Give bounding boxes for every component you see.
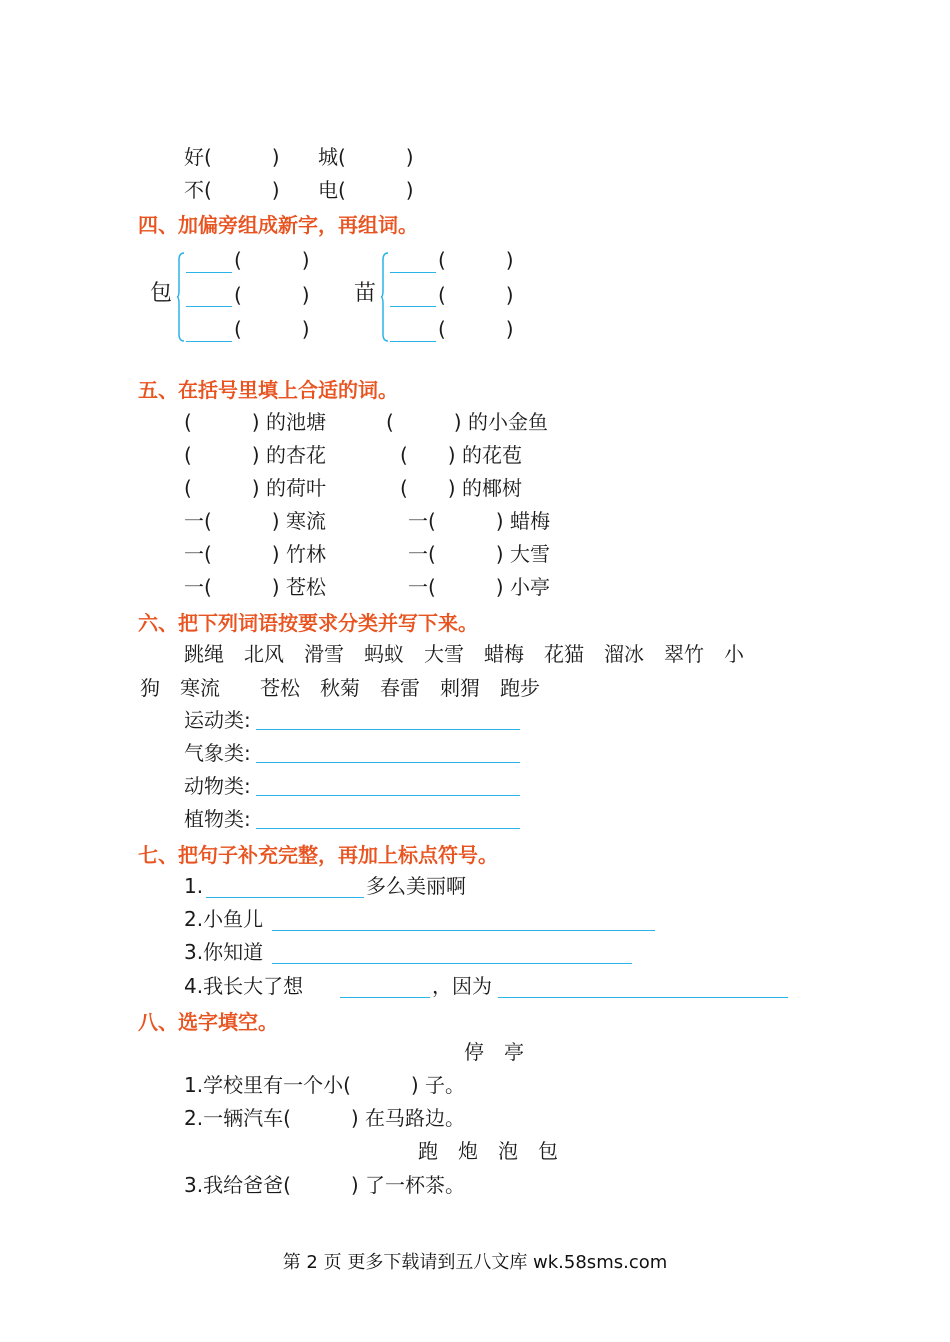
sentence-2-blank[interactable] bbox=[272, 930, 655, 931]
word-list-line-1: 跳绳 北风 滑雪 蚂蚁 大雪 蜡梅 花猫 溜冰 翠竹 小 bbox=[184, 642, 744, 666]
blank-bao-3[interactable] bbox=[186, 341, 232, 342]
blank-miao-2[interactable] bbox=[390, 306, 436, 307]
sentence-1-tail: 多么美丽啊 bbox=[366, 874, 466, 898]
char-bu: 不( ) bbox=[184, 178, 280, 202]
question-2: 2.一辆汽车( ) 在马路边。 bbox=[184, 1106, 466, 1130]
fill-row-1-right: ( ) 的小金鱼 bbox=[386, 410, 548, 434]
word-list-line-2: 狗 寒流 苍松 秋菊 春雷 刺猬 跑步 bbox=[140, 676, 540, 700]
paren-miao-3: ( ) bbox=[438, 317, 514, 341]
fill-row-3-left: ( ) 的荷叶 bbox=[184, 476, 326, 500]
section6-title: 六、把下列词语按要求分类并写下来。 bbox=[138, 611, 478, 635]
answer-line-plants[interactable] bbox=[256, 828, 520, 829]
paren-miao-1: ( ) bbox=[438, 248, 514, 272]
section4-title: 四、加偏旁组成新字，再组词。 bbox=[138, 213, 418, 237]
char-cheng: 城( ) bbox=[318, 145, 414, 169]
answer-line-animals[interactable] bbox=[256, 795, 520, 796]
blank-miao-3[interactable] bbox=[390, 341, 436, 342]
sentence-4-blank-a[interactable] bbox=[340, 997, 430, 998]
char-hao: 好( ) bbox=[184, 145, 280, 169]
paren-miao-2: ( ) bbox=[438, 283, 514, 307]
sentence-2: 2.小鱼儿 bbox=[184, 907, 264, 931]
fill-row-2-right: ( ) 的花苞 bbox=[400, 443, 522, 467]
question-3: 3.我给爸爸( ) 了一杯茶。 bbox=[184, 1173, 466, 1197]
fill-row-6-left: 一( ) 苍松 bbox=[184, 575, 326, 599]
sentence-3: 3.你知道 bbox=[184, 940, 264, 964]
paren-bao-1: ( ) bbox=[234, 248, 310, 272]
choice-set-1: 停 亭 bbox=[464, 1040, 524, 1064]
sentence-1-number: 1. bbox=[184, 874, 204, 898]
blank-bao-2[interactable] bbox=[186, 306, 232, 307]
category-label-sports: 运动类: bbox=[184, 708, 251, 732]
blank-bao-1[interactable] bbox=[186, 272, 232, 273]
section7-title: 七、把句子补充完整，再加上标点符号。 bbox=[138, 843, 498, 867]
sentence-1-blank[interactable] bbox=[206, 897, 364, 898]
blank-miao-1[interactable] bbox=[390, 272, 436, 273]
sentence-4-part-a: 4.我长大了想 bbox=[184, 974, 304, 998]
section5-title: 五、在括号里填上合适的词。 bbox=[138, 378, 398, 402]
left-brace-1 bbox=[177, 252, 185, 342]
category-label-plants: 植物类: bbox=[184, 807, 251, 831]
question-1: 1.学校里有一个小( ) 子。 bbox=[184, 1073, 466, 1097]
radical-char-miao: 苗 bbox=[354, 281, 377, 306]
sentence-3-blank[interactable] bbox=[272, 963, 632, 964]
category-label-weather: 气象类: bbox=[184, 741, 251, 765]
fill-row-5-left: 一( ) 竹林 bbox=[184, 542, 326, 566]
char-dian: 电( ) bbox=[318, 178, 414, 202]
left-brace-2 bbox=[381, 252, 389, 342]
choice-set-2: 跑 炮 泡 包 bbox=[418, 1139, 558, 1163]
sentence-4-part-b: ，因为 bbox=[432, 974, 492, 998]
fill-row-4-left: 一( ) 寒流 bbox=[184, 509, 326, 533]
fill-row-3-right: ( ) 的椰树 bbox=[400, 476, 522, 500]
paren-bao-3: ( ) bbox=[234, 317, 310, 341]
fill-row-2-left: ( ) 的杏花 bbox=[184, 443, 326, 467]
fill-row-5-right: 一( ) 大雪 bbox=[408, 542, 550, 566]
answer-line-sports[interactable] bbox=[256, 729, 520, 730]
fill-row-4-right: 一( ) 蜡梅 bbox=[408, 509, 550, 533]
fill-row-1-left: ( ) 的池塘 bbox=[184, 410, 326, 434]
paren-bao-2: ( ) bbox=[234, 283, 310, 307]
page-footer: 第 2 页 更多下载请到五八文库 wk.58sms.com bbox=[282, 1252, 668, 1273]
section8-title: 八、选字填空。 bbox=[138, 1010, 278, 1034]
category-label-animals: 动物类: bbox=[184, 774, 251, 798]
fill-row-6-right: 一( ) 小亭 bbox=[408, 575, 550, 599]
sentence-4-blank-b[interactable] bbox=[498, 997, 788, 998]
answer-line-weather[interactable] bbox=[256, 762, 520, 763]
radical-char-bao: 包 bbox=[150, 281, 173, 306]
